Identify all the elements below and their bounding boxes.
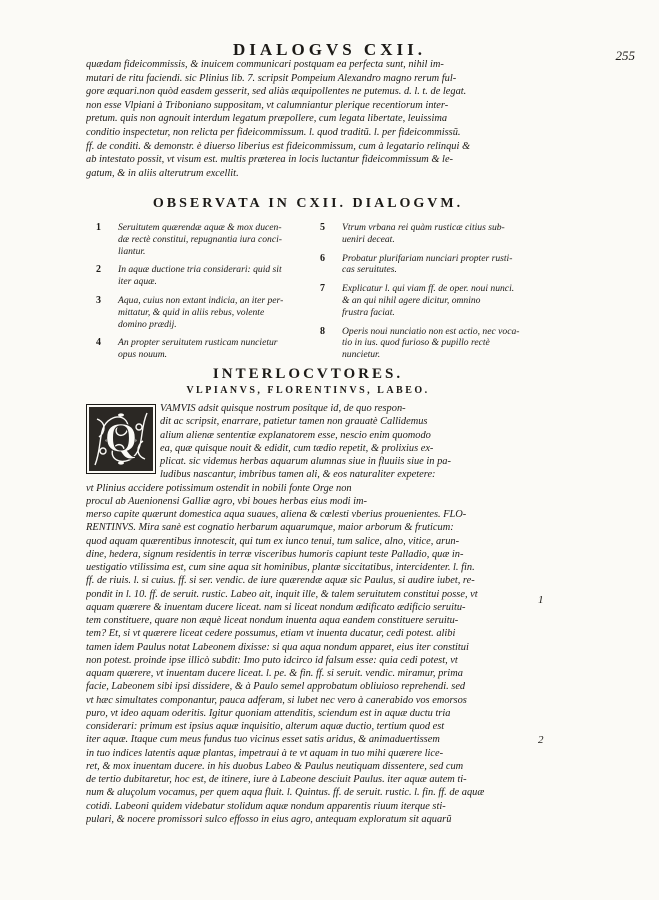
text-line: gatum, & in aliis alterutrum excellit.: [86, 167, 239, 179]
observata-item: [96, 337, 296, 361]
text-line: frustra faciat.: [342, 306, 395, 318]
observata-item: [320, 326, 520, 361]
observata-text: [118, 222, 296, 257]
text-line: dit ac scripsit, enarrare, patietur tamen non grauatè Callidemus: [160, 416, 428, 428]
text-line: procul ab Auenionensi Galliæ agro, vbi boues herbas eius modi im-: [86, 495, 368, 507]
text-line: uestigatio vtilissima est, cum sine aqua sit hominibus, plantæ siccitatibus, intercidenter. l. fin.: [86, 562, 475, 573]
observata-column-left: [96, 222, 296, 368]
margin-note: 1: [538, 594, 544, 606]
text-line: considerari: primum est ipsius aquæ inquisitio, alterum aquæ ductio, tertium quod est: [86, 721, 445, 732]
text-line: pulari, & nocere promissori sulco effosso in eius agro, antequam exploratum sit aquarũ: [86, 813, 452, 825]
observata-number: 4: [96, 337, 101, 349]
page-number: 255: [615, 48, 635, 63]
text-line: Probatur plurifariam nunciari propter rusti-: [342, 252, 513, 264]
observata-number: 2: [96, 264, 101, 276]
text-line: conditio inspectetur, non relicta per fideicommissum. l. quod traditũ. l. per fideicommissũ.: [86, 126, 461, 138]
observata-item: [320, 253, 520, 277]
text-line: merso capite quærunt domestica aqua suaues, aliena & cœlesti vberius prouenientes. FLO-: [86, 509, 467, 520]
text-line: quod aquam quærentibus innotescit, qui tum ex iunco tenui, tum salice, alno, vitice, arun-: [86, 535, 460, 547]
text-line: Seruitutem quærendæ aquæ & mox ducen-: [118, 222, 282, 233]
observata-number: 8: [320, 325, 325, 337]
speakers-list: VLPIANVS, FLORENTINVS, LABEO.: [186, 385, 430, 396]
observata-number: 3: [96, 294, 101, 306]
dropcap-letter: Q: [104, 416, 138, 462]
observata-number: 1: [96, 222, 101, 233]
intro-paragraph: [86, 58, 530, 180]
observata-item: [320, 283, 520, 318]
text-line: ludibus nascantur, imbribus tamen ali, & eos naturaliter expetere:: [160, 469, 436, 481]
text-line: num & aluçolum vocamus, per quem aqua fluit. l. Quintus. ff. de seruit. rustic. l. fin. ff. de aquæ: [86, 787, 485, 799]
observata-column-right: [320, 222, 520, 368]
text-line: iter aquæ. Itaque cum meus fundus tuo vicinus esset satis aridus, & animaduertissem: [86, 734, 440, 746]
text-line: cotidi. Labeoni quidem videbatur stolidum aquæ nondum apparentis riuum iterque sti-: [86, 800, 446, 812]
text-line: vt hæc simultates componantur, pauca adferam, si lubet nec vero à canerabido vos emorsos: [86, 694, 467, 706]
text-line: ab intestato possit, vt visum est. multis præterea in locis luctantur fideicommissum & le-: [86, 154, 454, 166]
text-line: tem constituere, quare non æquè liceat nondum inuenta aqua eandem constituere seruitu-: [86, 615, 459, 626]
floral-initial-ornament: [87, 405, 155, 473]
text-line: In aquæ ductione tria considerari: quid sit: [118, 264, 282, 276]
text-line: in tuo indices latentis aquæ plantas, impetraui à te vt aquam in tuo mihi quærere lice-: [86, 747, 444, 759]
text-line: Aqua, cuius non extant indicia, an iter per-: [118, 294, 284, 306]
text-line: ff. de riuis. l. si cuius. ff. si ser. vendic. de iure quærendæ aquæ sic Paulus, si audire iubet, re-: [86, 575, 475, 587]
text-line: quædam fideicommissis, & inuicem communicari postquam ea perfecta sunt, nihil im-: [86, 59, 444, 70]
text-line: alium alienæ sententiæ explanatorem esse, nescio enim quomodo: [160, 429, 431, 441]
text-line: pondit in l. 10. ff. de seruit. rustic. Labeo ait, inquit ille, & talem seruitutem constitui posse, vt: [86, 588, 478, 600]
text-line: dine, hedera, signum residentis in terræ visceribus humoris capiunt teste Palladio, quæ in-: [86, 548, 464, 560]
observata-text: [118, 337, 296, 361]
interlocutores-title: INTERLOCVTORES.: [212, 366, 404, 382]
text-line: ff. de conditi. & demonstr. è diuerso liberius est fideicommissum, cum à legatario relinqui &: [86, 140, 471, 152]
observata-text: [342, 326, 520, 361]
observata-item: [96, 222, 296, 257]
text-line: ea, quæ quisque nouit & edidit, cum tædio repetit, & prolixius ex-: [160, 442, 434, 454]
decorated-initial: [86, 404, 156, 474]
text-line: facie, Labeonem sibi ipsi dissidere, & à Paulo semel approbatum obliuioso reprehendi. sed: [86, 681, 466, 693]
text-line: dæ rectè constitui, repugnantia iura conci-: [118, 233, 282, 245]
observata-heading: OBSERVATA IN CXII. DIALOGVM.: [152, 196, 464, 211]
observata-text: [342, 222, 520, 246]
text-line: ueniri deceat.: [342, 233, 395, 245]
observata-text: [342, 253, 520, 277]
text-line: & an qui nihil agere dicitur, omnino: [342, 294, 481, 306]
observata-number: 5: [320, 222, 325, 233]
observata-item: [320, 222, 520, 246]
observata-item: [96, 264, 296, 288]
text-line: cas seruitutes.: [342, 264, 397, 276]
text-line: liantur.: [118, 245, 146, 257]
text-line: Explicatur l. qui viam ff. de oper. noui nunci.: [342, 283, 515, 295]
text-line: nuncietur.: [342, 349, 381, 361]
text-line: puro, vt ideo aquam oderitis. Igitur quoniam attenditis, sciendum est in aquæ ductu tria: [86, 707, 451, 719]
text-line: non potest. proinde ipse illicò subdit: Imo puto idcirco id falsum esse: quia cedi potest, vt: [86, 654, 458, 666]
text-line: aquam quærere & inuentam ducere liceat. nam si liceat nondum ædificato ædificio seruitu-: [86, 601, 466, 613]
text-line: tio in ius. quod furioso & pupillo rectè: [342, 337, 490, 349]
text-line: An propter seruitutem rusticam nuncietur: [118, 337, 278, 349]
margin-note: 2: [538, 734, 544, 746]
text-line: iter aquæ.: [118, 276, 157, 288]
text-line: Vtrum vrbana rei quàm rusticæ citius sub-: [342, 222, 505, 233]
text-line: ret, & mox inuentam ducere. in his duobus Labeo & Paulus neutiquam dissentere, sed cum: [86, 760, 464, 772]
text-line: aquam quærere, vt inuentam ducere liceat. l. pe. & fin. ff. si seruit. vendic. miramur, prima: [86, 668, 463, 679]
text-line: mittatur, & quid in aliis rebus, volente: [118, 306, 265, 318]
observata-list: [96, 222, 520, 364]
observata-text: [118, 295, 296, 330]
text-line: pretum. quis non agnouit interdum legatum præpollere, cum legata libertate, leuissima: [86, 113, 448, 125]
text-line: tamen idem Paulus notat Labeonem dixisse: si qua aqua nondum apparet, eius iter constitui: [86, 641, 469, 653]
observata-number: 6: [320, 252, 325, 264]
text-line: opus nouum.: [118, 349, 168, 361]
text-line: de tertio dubitaretur, hoc est, de itinere, iure à Labeone desciuit Paulus. iter aquæ autem ti-: [86, 774, 467, 785]
observata-text: [342, 283, 520, 318]
text-line: tem? Et, si vt quærere liceat cedere possumus, etiam vt inuenta ducatur, cedi potest. alibi: [86, 628, 456, 640]
observata-number: 7: [320, 283, 325, 295]
text-line: gore æquari.non quòd easdem gesserit, sed aliàs æquipollentes ne putemus. d. l. t. de legat.: [86, 86, 467, 98]
text-line: vt Plinius accidere potissimum ostendit in nobili fonte Orge non: [86, 482, 352, 494]
text-line: RENTINVS. Mira sanè est cognatio herbarum aquarumque, maior arborum & fruticum:: [86, 522, 454, 534]
observata-text: [118, 264, 296, 288]
text-line: VAMVIS adsit quisque nostrum posítque id, de quo respon-: [160, 403, 406, 414]
text-line: Operis noui nunciatio non est actio, nec voca-: [342, 325, 520, 337]
text-line: plicat. sic videmus herbas aquarum alumnas siue in fluuiis siue in pa-: [160, 456, 451, 467]
text-line: domino prædij.: [118, 318, 177, 330]
text-line: mutari de ritu faciendi. sic Plinius lib. 7. scripsit Pompeium Alexandro magno rerum ful-: [86, 72, 457, 84]
observata-item: [96, 295, 296, 330]
text-line: non esse Vlpiani à Triboniano suppositam, vt calumniantur plerique recentiorum inter-: [86, 99, 449, 111]
running-head: DIALOGVS CXII.: [233, 40, 426, 59]
